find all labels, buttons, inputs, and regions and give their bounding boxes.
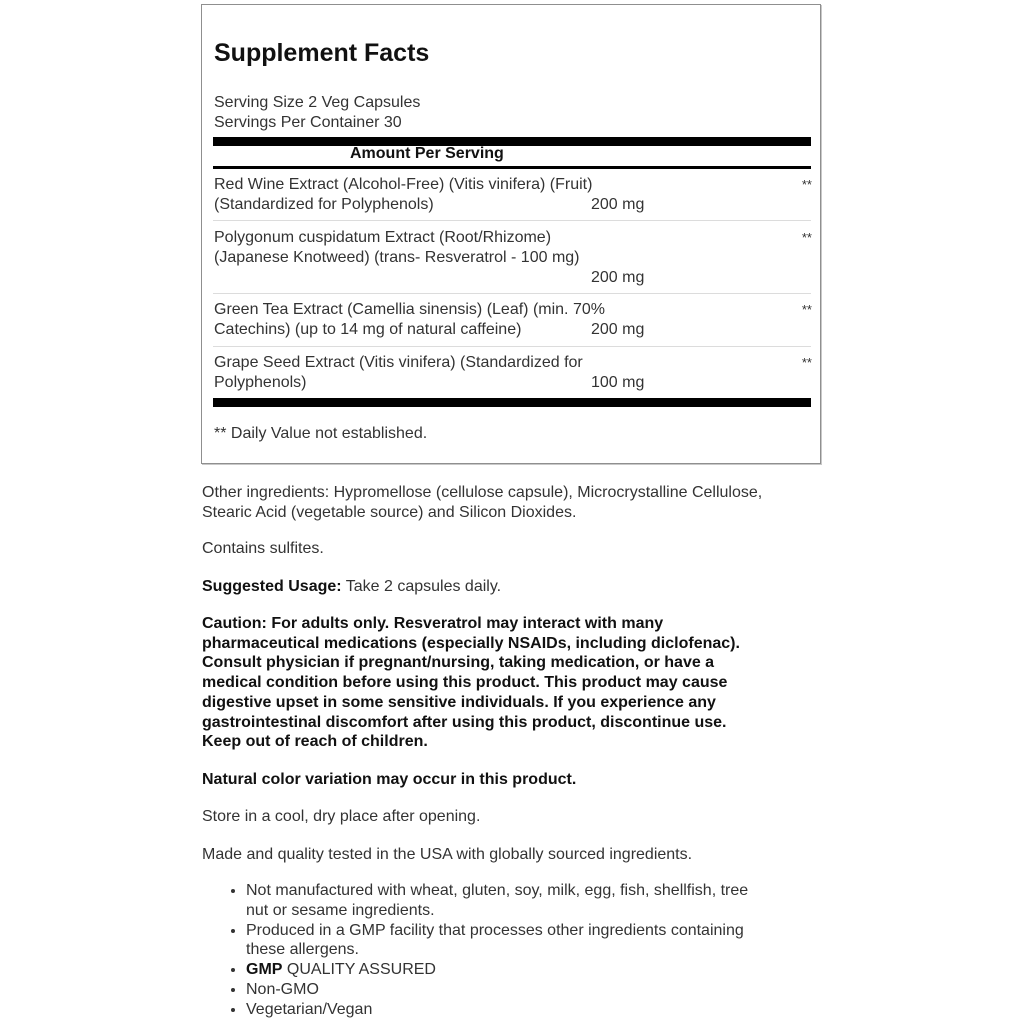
- list-item: [246, 1000, 822, 1020]
- facts-title: Supplement Facts: [214, 39, 430, 67]
- row-divider: [213, 346, 811, 347]
- daily-value-marker: **: [801, 177, 812, 192]
- caution-warning: [202, 614, 822, 752]
- storage-note: Store in a cool, dry place after opening.: [202, 808, 481, 825]
- ingredient-row: [214, 175, 812, 215]
- caution-line: gastrointestinal discomfort after using this product, discontinue use.: [202, 713, 727, 731]
- ingredient-amount: 200 mg: [591, 196, 645, 213]
- gmp-text: QUALITY ASSURED: [282, 961, 436, 979]
- ingredient-name-line1: Grape Seed Extract (Vitis vinifera) (Standardized for: [214, 354, 583, 371]
- list-item: [246, 980, 822, 1000]
- ingredient-name-line1: Polygonum cuspidatum Extract (Root/Rhizome): [214, 229, 552, 246]
- suggested-usage: [202, 577, 822, 597]
- ingredient-name-line2: (Standardized for Polyphenols): [214, 196, 434, 213]
- non-gmo-label: Non-GMO: [246, 980, 319, 998]
- allergen-note-1-line2: nut or sesame ingredients.: [246, 901, 435, 919]
- ingredient-amount: 200 mg: [591, 321, 645, 338]
- allergen-note-1-line1: Not manufactured with wheat, gluten, soy, milk, egg, fish, shellfish, tree: [246, 882, 749, 899]
- bottom-thick-bar: [213, 398, 811, 407]
- caution-line: Keep out of reach of children.: [202, 733, 428, 751]
- suggested-usage-label: Suggested Usage:: [202, 578, 342, 595]
- supplement-facts-panel: [201, 4, 821, 464]
- list-item: [246, 921, 822, 961]
- ingredient-row: [214, 353, 812, 393]
- ingredient-name-line2: (Japanese Knotweed) (trans- Resveratrol - 100 mg): [214, 249, 580, 266]
- row-divider: [213, 220, 811, 221]
- ingredient-name-line2: Catechins) (up to 14 mg of natural caffeine): [214, 321, 522, 338]
- other-ingredients-line2: Stearic Acid (vegetable source) and Silicon Dioxides.: [202, 504, 577, 521]
- allergen-note-2-line2: these allergens.: [246, 941, 359, 959]
- ingredient-amount: 200 mg: [591, 269, 645, 286]
- caution-line: Consult physician if pregnant/nursing, taking medication, or have a: [202, 654, 715, 672]
- daily-value-footnote: ** Daily Value not established.: [214, 425, 428, 442]
- ingredient-name-line1: Red Wine Extract (Alcohol-Free) (Vitis vinifera) (Fruit): [214, 176, 593, 193]
- vegan-label: Vegetarian/Vegan: [246, 1000, 373, 1018]
- other-ingredients: [202, 483, 822, 523]
- made-in-usa-note: Made and quality tested in the USA with globally sourced ingredients.: [202, 846, 693, 863]
- top-thick-bar: [213, 137, 811, 146]
- caution-line: pharmaceutical medications (especially NSAIDs, including diclofenac).: [202, 634, 740, 652]
- amount-per-serving-label: Amount Per Serving: [350, 145, 504, 162]
- other-ingredients-line1: Other ingredients: Hypromellose (cellulose capsule), Microcrystalline Cellulose,: [202, 484, 763, 501]
- gmp-label: GMP: [246, 961, 283, 979]
- daily-value-marker: **: [801, 302, 812, 317]
- product-claims-list: [202, 881, 822, 1020]
- header-rule: [213, 166, 811, 169]
- caution-line: Caution: For adults only. Resveratrol may interact with many: [202, 615, 664, 632]
- daily-value-marker: **: [801, 355, 812, 370]
- daily-value-marker: **: [801, 230, 812, 245]
- ingredient-row: [214, 300, 812, 340]
- list-item: [246, 881, 822, 921]
- ingredient-name-line1: Green Tea Extract (Camellia sinensis) (Leaf) (min. 70%: [214, 301, 605, 318]
- allergen-note-2-line1: Produced in a GMP facility that processes other ingredients containing: [246, 921, 744, 939]
- caution-line: medical condition before using this product. This product may cause: [202, 674, 728, 692]
- caution-line: digestive upset in some sensitive individuals. If you experience any: [202, 693, 716, 711]
- ingredient-amount: 100 mg: [591, 374, 645, 391]
- row-divider: [213, 293, 811, 294]
- ingredient-row: [214, 228, 812, 286]
- serving-size: Serving Size 2 Veg Capsules: [214, 94, 421, 111]
- servings-per-container: Servings Per Container 30: [214, 114, 402, 131]
- ingredient-name-line2: Polyphenols): [214, 374, 307, 391]
- list-item: [246, 960, 822, 980]
- suggested-usage-text: Take 2 capsules daily.: [341, 578, 502, 595]
- color-variation-note: Natural color variation may occur in this product.: [202, 771, 577, 788]
- sulfites-note: Contains sulfites.: [202, 540, 324, 557]
